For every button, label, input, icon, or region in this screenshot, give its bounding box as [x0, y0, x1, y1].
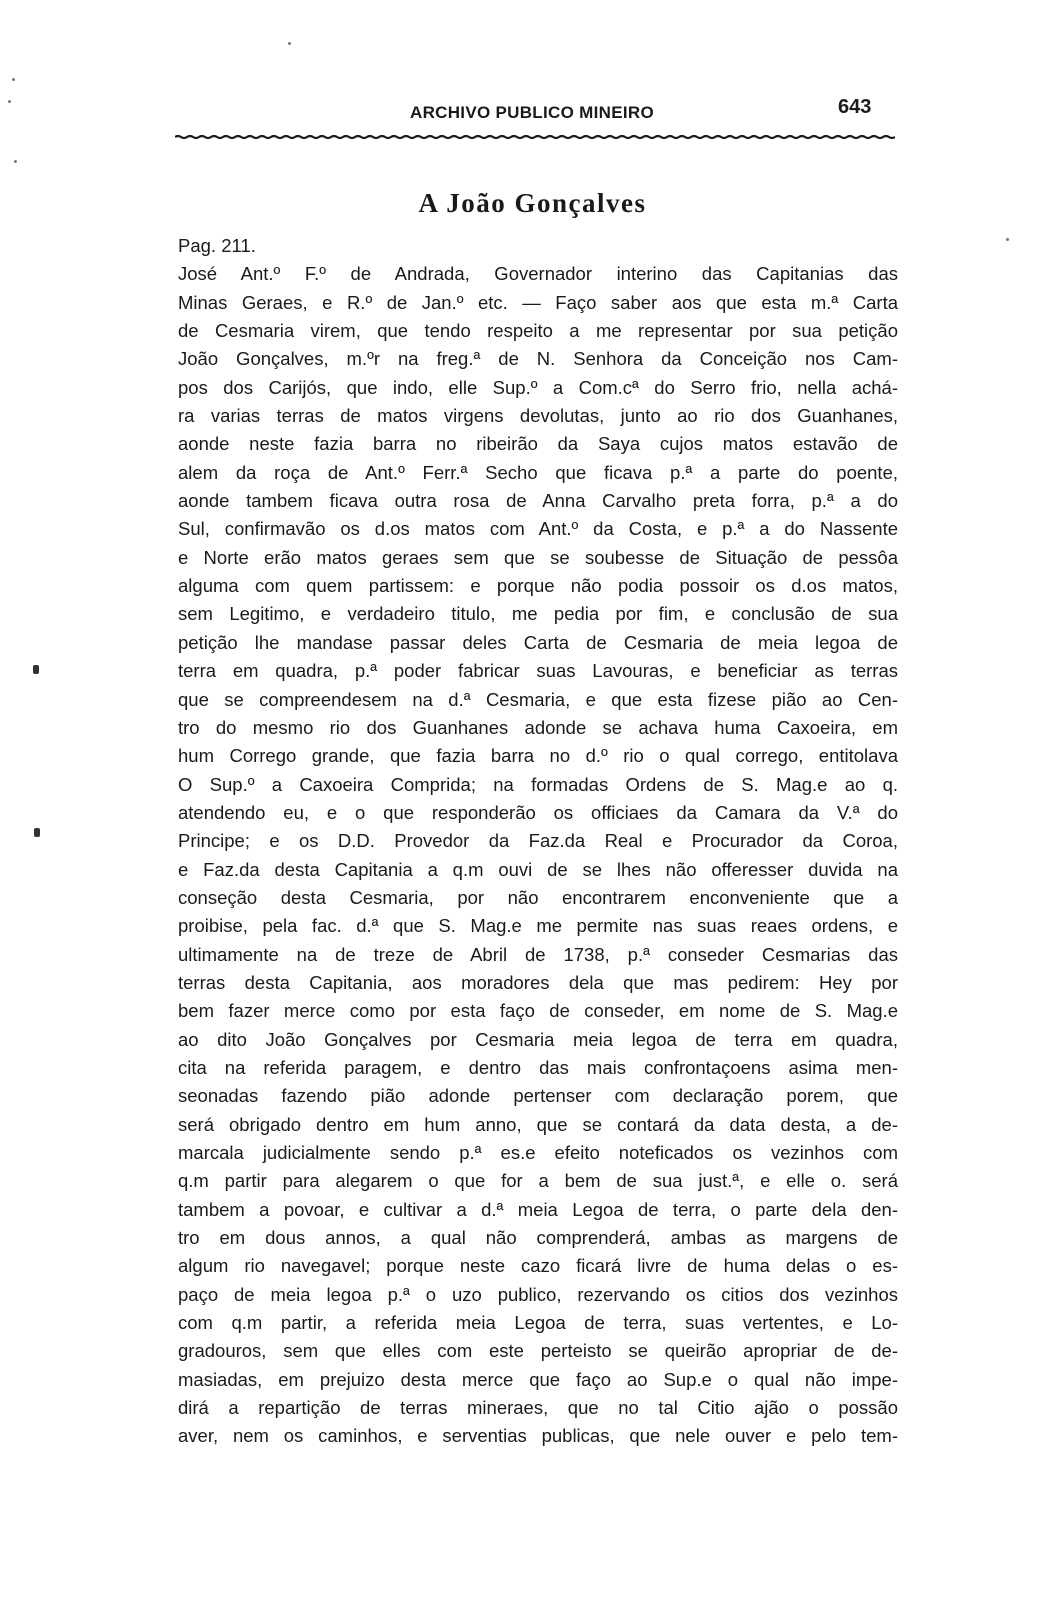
text-line: tro do mesmo rio dos Guanhanes adonde se achava huma Caxoeira, em	[178, 716, 898, 738]
scan-speck	[8, 100, 11, 103]
text-line: gradouros, sem que elles com este perteisto se queirão apropriar de de-	[178, 1340, 898, 1362]
margin-mark	[33, 665, 39, 674]
text-line: hum Corrego grande, que fazia barra no d.º rio o qual corrego, entitolava	[178, 745, 898, 767]
page-number: 643	[838, 96, 872, 118]
text-line: cita na referida paragem, e dentro das mais confrontaçoens asima men-	[178, 1056, 898, 1078]
text-line: ra varias terras de matos virgens devolutas, junto ao rio dos Guanhanes,	[178, 405, 898, 427]
scan-speck	[288, 42, 291, 45]
scan-speck	[1006, 238, 1009, 241]
text-line: aonde neste fazia barra no ribeirão da Saya cujos matos estavão de	[178, 433, 898, 455]
text-line: masiadas, em prejuizo desta merce que faço ao Sup.e o qual não impe-	[178, 1368, 898, 1390]
text-line: marcala judicialmente sendo p.ª es.e efeito noteficados os vezinhos com	[178, 1142, 898, 1163]
text-line: dirá a repartição de terras mineraes, que no tal Citio ajão o possão	[178, 1397, 898, 1419]
text-line: ultimamente na de treze de Abril de 1738, p.ª conseder Cesmarias das	[178, 943, 898, 965]
text-line: aver, nem os caminhos, e serventias publicas, que nele ouver e pelo tem-	[178, 1425, 898, 1447]
text-line: O Sup.º a Caxoeira Comprida; na formadas Ordens de S. Mag.e ao q.	[178, 773, 898, 795]
text-line: Principe; e os D.D. Provedor da Faz.da Real e Procurador da Coroa,	[178, 830, 898, 852]
text-line: ao dito João Gonçalves por Cesmaria meia legoa de terra em quadra,	[178, 1028, 898, 1050]
text-line: bem fazer merce como por esta faço de conseder, em nome de S. Mag.e	[178, 1000, 898, 1022]
text-line: Minas Geraes, e R.º de Jan.º etc. — Faço saber aos que esta m.ª Carta	[178, 291, 898, 313]
text-line: terra em quadra, p.ª poder fabricar suas Lavouras, e beneficiar as terras	[178, 660, 898, 682]
text-line: com q.m partir, a referida meia Legoa de terra, suas vertentes, e Lo-	[178, 1312, 898, 1334]
text-line: atendendo eu, e o que responderão os officiaes da Camara da V.ª do	[178, 801, 898, 823]
margin-mark	[34, 828, 40, 837]
text-line: João Gonçalves, m.ºr na freg.ª de N. Senhora da Conceição nos Cam-	[178, 348, 898, 370]
text-line: petição lhe mandase passar deles Carta de Cesmaria de meia legoa de	[178, 631, 898, 653]
text-line: tro em dous annos, a qual não comprenderá, ambas as margens de	[178, 1227, 898, 1249]
text-line: proibise, pela fac. d.ª que S. Mag.e me permite nas suas reaes ordens, e	[178, 915, 898, 937]
scan-speck	[14, 160, 17, 163]
text-line: q.m partir para alegarem o que for a bem de sua just.ª, e elle o. será	[178, 1170, 898, 1192]
body-text	[178, 232, 898, 1479]
text-line: seonadas fazendo pião adonde pertenser com declaração porem, que	[178, 1085, 898, 1107]
text-line: será obrigado dentro em hum anno, que se contará da data desta, a de-	[178, 1113, 898, 1135]
text-line: algum rio navegavel; porque neste cazo ficará livre de huma delas o es-	[178, 1255, 898, 1277]
scan-speck	[12, 78, 15, 81]
text-line: que se compreendesem na d.ª Cesmaria, e que esta fizese pião ao Cen-	[178, 688, 898, 710]
text-line: de Cesmaria virem, que tendo respeito a me representar por sua petição	[178, 320, 898, 342]
text-line: aonde tambem ficava outra rosa de Anna Carvalho preta forra, p.ª a do	[178, 490, 898, 512]
text-line: José Ant.º F.º de Andrada, Governador interino das Capitanias das	[178, 263, 898, 285]
running-head: ARCHIVO PUBLICO MINEIRO	[410, 103, 654, 122]
text-line: sem Legitimo, e verdadeiro titulo, me pedia por fim, e conclusão de sua	[178, 603, 898, 625]
text-line: Pag. 211.	[178, 235, 256, 256]
text-line: alguma com quem partissem: e porque não podia possoir os d.os matos,	[178, 575, 898, 597]
text-line: e Norte erão matos geraes sem que se soubesse de Situação de pessôa	[178, 546, 898, 568]
text-line	[178, 1451, 898, 1479]
header-rule	[175, 135, 895, 140]
text-line: Sul, confirmavão os d.os matos com Ant.º da Costa, e p.ª a do Nassente	[178, 518, 898, 540]
text-line: tambem a povoar, e cultivar a d.ª meia Legoa de terra, o parte dela den-	[178, 1198, 898, 1220]
text-line: conseção desta Cesmaria, por não encontrarem enconveniente que a	[178, 886, 898, 908]
text-line: alem da roça de Ant.º Ferr.ª Secho que ficava p.ª a parte do poente,	[178, 461, 898, 483]
text-line: terras desta Capitania, aos moradores dela que mas pedirem: Hey por	[178, 971, 898, 993]
text-line: e Faz.da desta Capitania a q.m ouvi de se lhes não offeresser duvida na	[178, 858, 898, 880]
text-line: paço de meia legoa p.ª o uzo publico, rezervando os citios dos vezinhos	[178, 1283, 898, 1305]
document-title: A João Gonçalves	[418, 188, 647, 218]
text-line: pos dos Carijós, que indo, elle Sup.º a Com.cª do Serro frio, nella achá-	[178, 376, 898, 398]
